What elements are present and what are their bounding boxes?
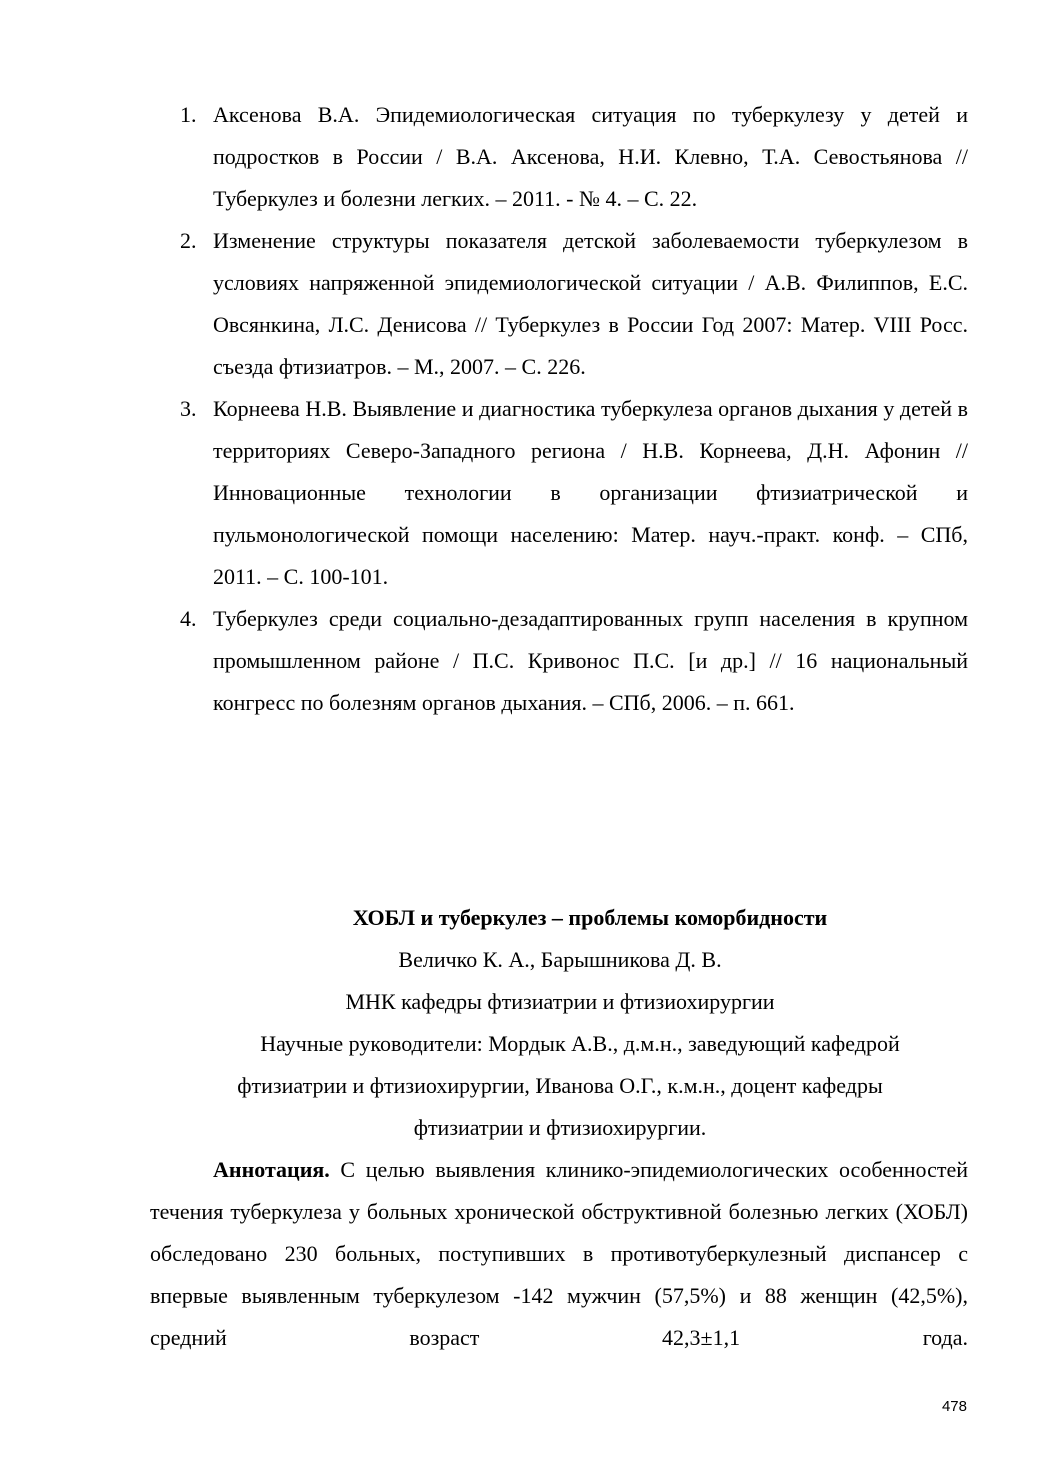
- reference-list: [150, 94, 968, 724]
- annotation-text: С целью выявления клинико-эпидемиологических особенностей течения туберкулеза у больных хронической обструктивной болезнью легких (ХОБЛ) обследовано 230 больных, поступивших в противотуберкулезный диспансер с впервые выявленным туберкулезом -142 мужчин (57,5%) и 88 женщин (42,5%), средний возраст 42,3±1,1 года.: [150, 1157, 968, 1350]
- annotation-label: Аннотация.: [213, 1157, 330, 1182]
- reference-text: Корнеева Н.В. Выявление и диагностика туберкулеза органов дыхания у детей в территориях Северо-Западного региона / Н.В. Корнеева, Д.Н. Афонин // Инновационные технологии в организации фтизиатрической и пульмонологической помощи населению: Матер. науч.-практ. конф. – СПб, 2011. – С. 100-101.: [213, 396, 968, 589]
- reference-item: [150, 388, 968, 598]
- reference-text: Аксенова В.А. Эпидемиологическая ситуация по туберкулезу у детей и подростков в России / В.А. Аксенова, Н.И. Клевно, Т.А. Севостьянова // Туберкулез и болезни легких. – 2011. - № 4. – С. 22.: [213, 102, 968, 211]
- article-affiliation: МНК кафедры фтизиатрии и фтизиохирургии: [345, 989, 775, 1014]
- supervisors-line-2: фтизиатрии и фтизиохирургии, Иванова О.Г., к.м.н., доцент кафедры: [237, 1073, 883, 1098]
- reference-number: 1.: [180, 102, 197, 127]
- reference-number: 3.: [180, 396, 197, 421]
- supervisors-line-3: фтизиатрии и фтизиохирургии.: [413, 1115, 707, 1140]
- reference-item: [150, 94, 968, 220]
- article-title: ХОБЛ и туберкулез – проблемы коморбидности: [352, 905, 828, 930]
- reference-item: [150, 220, 968, 388]
- reference-number: 4.: [180, 606, 197, 631]
- reference-item: [150, 598, 968, 724]
- reference-text: Туберкулез среди социально-дезадаптированных групп населения в крупном промышленном районе / П.С. Кривонос П.С. [и др.] // 16 национальный конгресс по болезням органов дыхания. – СПб, 2006. – п. 661.: [213, 606, 968, 715]
- page-number: 478: [941, 1398, 967, 1415]
- annotation-paragraph: [150, 1149, 968, 1359]
- reference-text: Изменение структуры показателя детской заболеваемости туберкулезом в условиях напряженной эпидемиологической ситуации / А.В. Филиппов, Е.С. Овсянкина, Л.С. Денисова // Туберкулез в России Год 2007: Матер. VIII Росс. съезда фтизиатров. – М., 2007. – С. 226.: [213, 228, 968, 379]
- supervisors-line-1: Научные руководители: Мордык А.В., д.м.н., заведующий кафедрой: [260, 1031, 900, 1056]
- reference-number: 2.: [180, 228, 197, 253]
- article-authors: Величко К. А., Барышникова Д. В.: [398, 947, 722, 972]
